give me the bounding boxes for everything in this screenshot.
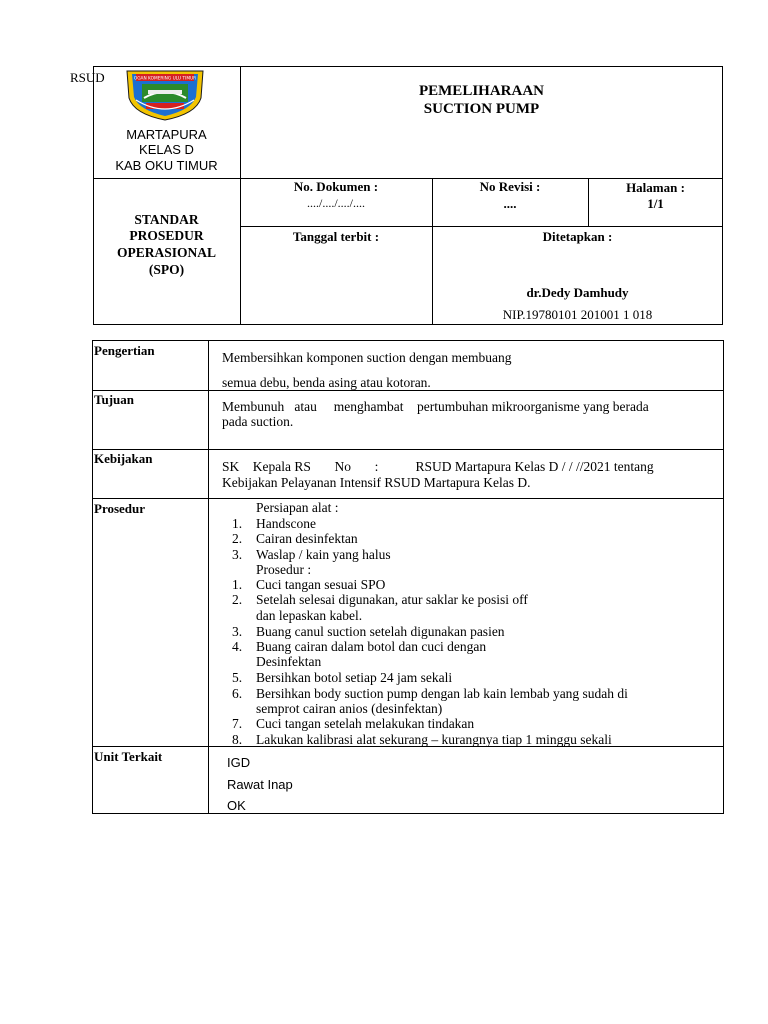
step-item: Lakukan kalibrasi alat sekurang – kurangnya tiap 1 minggu sekali bbox=[256, 732, 612, 747]
hospital-class: KELAS D bbox=[139, 142, 194, 157]
spo-label-line2: PROSEDUR bbox=[129, 228, 204, 243]
hospital-name: MARTAPURA bbox=[126, 127, 207, 142]
hospital-region: KAB OKU TIMUR bbox=[115, 158, 218, 173]
step-item: Cuci tangan setelah melakukan tindakan bbox=[256, 716, 475, 731]
list-number: 1. bbox=[232, 577, 243, 592]
rsud-label: RSUD bbox=[70, 70, 105, 85]
list-number: 3. bbox=[232, 624, 243, 639]
spo-label-line4: (SPO) bbox=[148, 262, 185, 277]
list-number: 5. bbox=[232, 670, 243, 685]
list-number: 3. bbox=[232, 547, 243, 562]
hospital-logo-icon bbox=[124, 68, 206, 122]
approver-nip: NIP.19780101 201001 1 018 bbox=[502, 307, 653, 322]
unit-item: Rawat Inap bbox=[227, 777, 293, 792]
step-item: Bersihkan body suction pump dengan lab kain lembab yang sudah di bbox=[256, 686, 628, 701]
kebijakan-text-line1: SK Kepala RS No : RSUD Martapura Kelas D / / //2021 tentang bbox=[222, 459, 654, 474]
persiapan-label: Persiapan alat : bbox=[256, 500, 339, 515]
list-number: 4. bbox=[232, 639, 243, 654]
document-title-line1: PEMELIHARAAN bbox=[418, 83, 544, 99]
approver-name: dr.Dedy Damhudy bbox=[526, 285, 629, 300]
revision-value: .... bbox=[503, 196, 517, 211]
list-number: 6. bbox=[232, 686, 243, 701]
spo-label-line3: OPERASIONAL bbox=[116, 245, 216, 260]
issue-date-label: Tanggal terbit : bbox=[292, 229, 380, 244]
pengertian-text-line1: Membersihkan komponen suction dengan membuang bbox=[222, 350, 512, 365]
divider bbox=[240, 226, 723, 227]
unit-item: IGD bbox=[227, 755, 251, 770]
section-label-kebijakan: Kebijakan bbox=[94, 451, 153, 466]
list-number: 2. bbox=[232, 531, 243, 546]
logo-lettering: OGAN KOMERING ULU TIMUR bbox=[133, 76, 197, 82]
page-value: 1/1 bbox=[647, 196, 664, 211]
list-number: 2. bbox=[232, 592, 243, 607]
revision-label: No Revisi : bbox=[479, 179, 541, 194]
unit-item: OK bbox=[227, 798, 246, 813]
step-item: Buang cairan dalam botol dan cuci dengan bbox=[256, 639, 487, 654]
tool-item: Waslap / kain yang halus bbox=[256, 547, 391, 562]
step-item: Setelah selesai digunakan, atur saklar ke posisi off bbox=[256, 592, 528, 607]
step-item: Cuci tangan sesuai SPO bbox=[256, 577, 386, 592]
doc-number-label: No. Dokumen : bbox=[293, 179, 379, 194]
tool-item: Handscone bbox=[256, 516, 316, 531]
tujuan-text-line1: Membunuh atau menghambat pertumbuhan mikroorganisme yang berada bbox=[222, 399, 649, 414]
section-label-unit-terkait: Unit Terkait bbox=[94, 749, 163, 764]
list-number: 7. bbox=[232, 716, 243, 731]
step-item-continuation: semprot cairan anios (desinfektan) bbox=[256, 701, 443, 716]
spo-label-line1: STANDAR bbox=[134, 212, 199, 227]
pengertian-text-line2: semua debu, benda asing atau kotoran. bbox=[222, 375, 431, 390]
approved-label: Ditetapkan : bbox=[542, 229, 613, 244]
section-label-prosedur: Prosedur bbox=[94, 501, 146, 516]
doc-number-value: ..../..../..../.... bbox=[306, 196, 365, 210]
step-item-continuation: dan lepaskan kabel. bbox=[256, 608, 363, 623]
list-number: 1. bbox=[232, 516, 243, 531]
page-label: Halaman : bbox=[626, 180, 685, 195]
section-label-pengertian: Pengertian bbox=[94, 343, 155, 358]
list-number: 8. bbox=[232, 732, 243, 747]
divider bbox=[208, 340, 209, 814]
document-title-line2: SUCTION PUMP bbox=[423, 101, 540, 117]
tujuan-text-line2: pada suction. bbox=[222, 414, 294, 429]
step-item: Buang canul suction setelah digunakan pasien bbox=[256, 624, 505, 639]
divider bbox=[92, 498, 724, 499]
divider bbox=[92, 449, 724, 450]
step-item-continuation: Desinfektan bbox=[256, 654, 322, 669]
step-item: Bersihkan botol setiap 24 jam sekali bbox=[256, 670, 453, 685]
tool-item: Cairan desinfektan bbox=[256, 531, 358, 546]
section-label-tujuan: Tujuan bbox=[94, 392, 134, 407]
kebijakan-text-line2: Kebijakan Pelayanan Intensif RSUD Martapura Kelas D. bbox=[222, 475, 531, 490]
prosedur-sub-label: Prosedur : bbox=[256, 562, 312, 577]
